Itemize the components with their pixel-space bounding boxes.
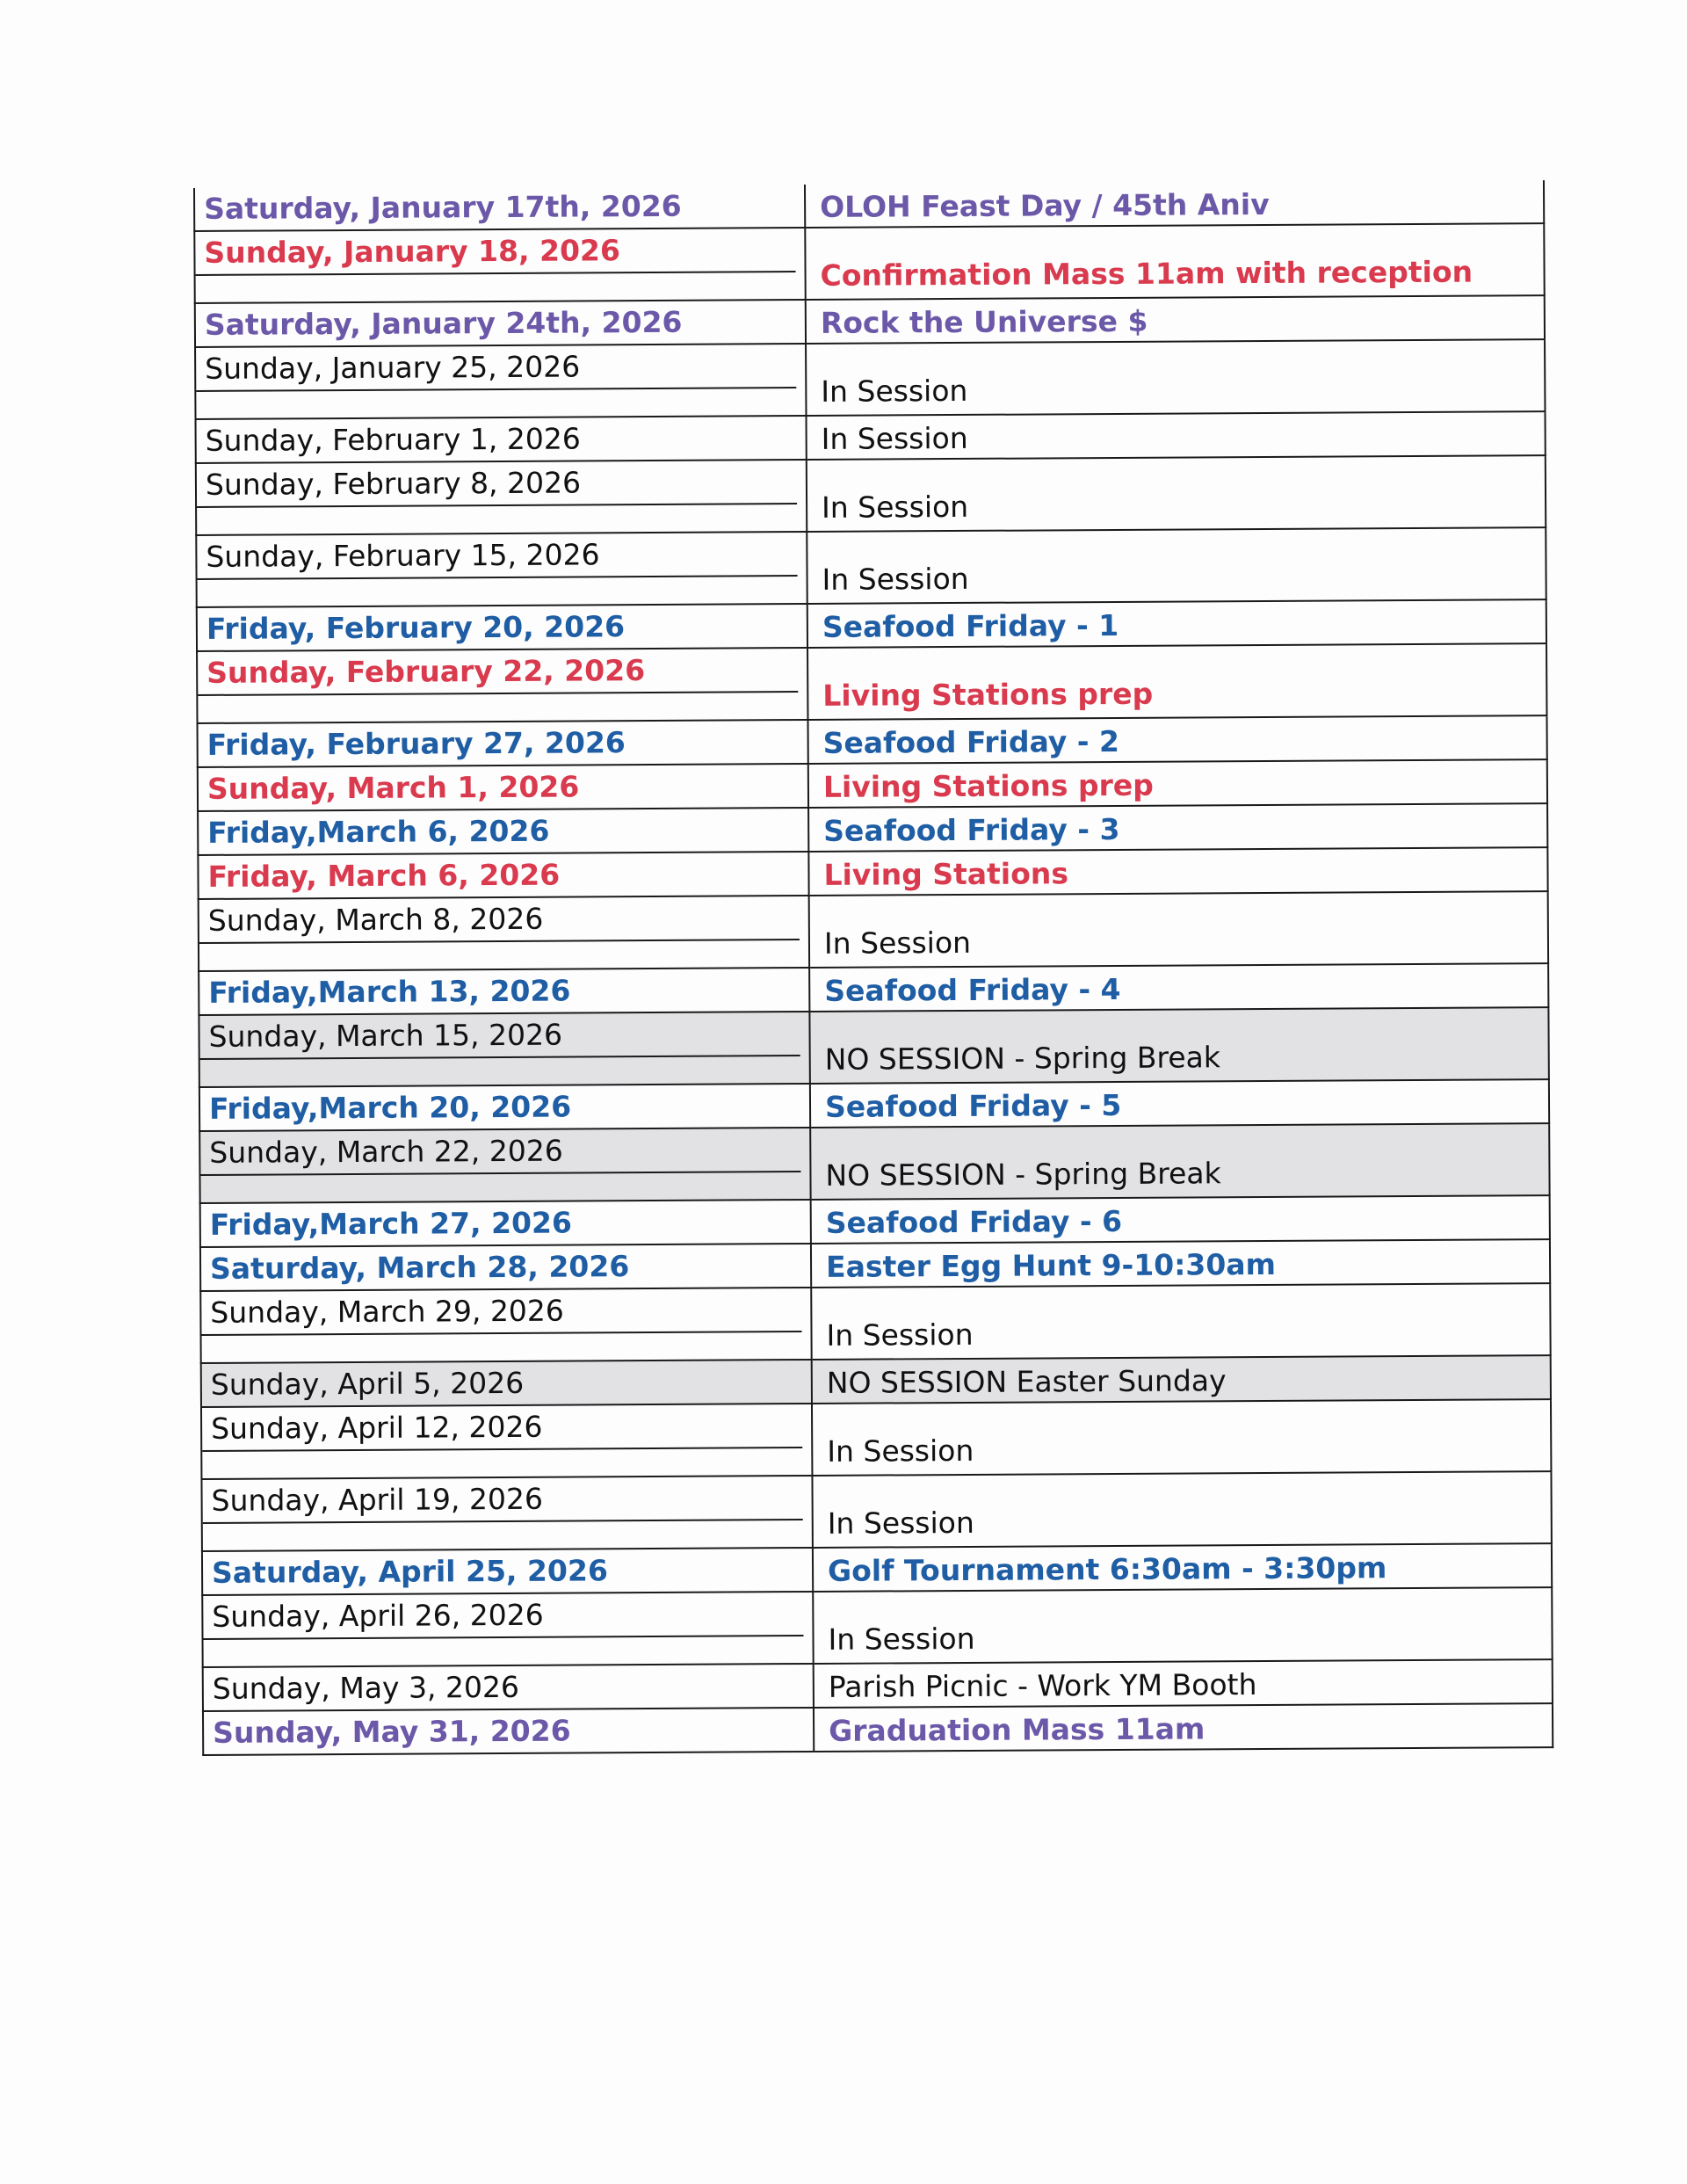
- event-cell: [811, 1283, 1550, 1360]
- table-row: [200, 1283, 1550, 1363]
- date-cell: [197, 604, 807, 651]
- event-description: In Session: [821, 489, 969, 525]
- table-row: [200, 1195, 1550, 1247]
- event-cell: [808, 803, 1547, 852]
- event-cell: [813, 1587, 1552, 1664]
- event-cell: [811, 1239, 1550, 1288]
- event-cell: [814, 1703, 1553, 1752]
- event-date: Saturday, March 28, 2026: [209, 1249, 630, 1286]
- date-cell: [198, 852, 808, 899]
- table-row: [199, 1123, 1549, 1203]
- date-cell: [194, 228, 805, 303]
- table-row: [200, 1239, 1550, 1291]
- table-row: [201, 1355, 1551, 1407]
- table-row: [196, 455, 1546, 535]
- event-cell: [814, 1659, 1553, 1708]
- event-date: Friday,March 20, 2026: [208, 1089, 572, 1126]
- event-date: Sunday, March 8, 2026: [199, 896, 800, 944]
- event-cell: [811, 1195, 1550, 1244]
- event-description: In Session: [823, 925, 972, 961]
- table-row: [201, 1399, 1551, 1479]
- date-cell: [198, 808, 808, 855]
- date-cell: [199, 1084, 810, 1131]
- event-cell: [809, 963, 1548, 1012]
- table-row: [198, 715, 1547, 767]
- event-date: Sunday, January 18, 2026: [195, 229, 795, 276]
- date-cell: [199, 896, 809, 971]
- table-row: [195, 339, 1545, 419]
- date-cell: [202, 1548, 813, 1595]
- date-cell: [199, 968, 809, 1015]
- event-cell: [806, 339, 1545, 416]
- table-row: [195, 295, 1545, 347]
- date-cell: [196, 532, 807, 607]
- schedule-table: [193, 180, 1553, 1756]
- event-date: Friday,March 13, 2026: [208, 973, 571, 1010]
- event-date: Sunday, March 15, 2026: [199, 1012, 800, 1060]
- event-description: Seafood Friday - 5: [824, 1087, 1122, 1124]
- table-row: [197, 643, 1546, 723]
- event-cell: [808, 847, 1547, 896]
- event-description: Living Stations prep: [822, 767, 1154, 804]
- event-cell: [813, 1543, 1552, 1592]
- event-date: Friday, February 27, 2026: [206, 725, 626, 762]
- table-row: [202, 1543, 1552, 1595]
- event-date: Sunday, March 22, 2026: [200, 1128, 800, 1176]
- table-row: [196, 411, 1546, 463]
- date-cell: [203, 1664, 814, 1711]
- event-description: In Session: [821, 373, 968, 409]
- event-date: Sunday, February 8, 2026: [197, 461, 797, 508]
- event-date: Sunday, February 22, 2026: [198, 649, 798, 696]
- date-cell: [200, 1200, 811, 1247]
- event-date: Friday,March 27, 2026: [209, 1205, 573, 1242]
- date-cell: [197, 648, 807, 723]
- date-cell: [201, 1360, 812, 1407]
- date-cell: [202, 1592, 813, 1667]
- table-row: [194, 180, 1544, 231]
- event-date: Friday, February 20, 2026: [206, 609, 626, 646]
- event-description: In Session: [821, 420, 968, 456]
- event-date: Sunday, January 25, 2026: [196, 345, 796, 392]
- event-date: Sunday, April 12, 2026: [202, 1404, 802, 1452]
- event-date: Sunday, April 26, 2026: [203, 1593, 803, 1640]
- table-row: [198, 759, 1547, 811]
- event-description: Seafood Friday - 3: [823, 811, 1120, 848]
- table-row: [194, 223, 1544, 303]
- table-row: [197, 599, 1546, 651]
- date-cell: [198, 764, 808, 811]
- date-cell: [199, 1128, 810, 1203]
- event-description: Rock the Universe $: [820, 303, 1148, 340]
- date-cell: [201, 1404, 812, 1479]
- event-description: Seafood Friday - 6: [825, 1203, 1123, 1240]
- date-cell: [200, 1244, 811, 1291]
- event-cell: [809, 891, 1548, 968]
- date-cell: [203, 1708, 814, 1755]
- event-date: Sunday, March 1, 2026: [206, 769, 580, 806]
- event-description: In Session: [826, 1317, 974, 1353]
- event-cell: [808, 759, 1547, 808]
- date-cell: [195, 344, 806, 419]
- event-cell: [807, 715, 1546, 764]
- event-description: Graduation Mass 11am: [829, 1711, 1206, 1748]
- date-cell: [195, 300, 806, 347]
- event-date: Friday, March 6, 2026: [207, 857, 561, 894]
- event-cell: [805, 180, 1544, 228]
- event-description: Living Stations prep: [822, 676, 1154, 713]
- table-row: [198, 847, 1547, 899]
- table-row: [201, 1471, 1551, 1551]
- event-description: NO SESSION - Spring Break: [825, 1156, 1221, 1193]
- event-cell: [807, 643, 1546, 720]
- event-description: Confirmation Mass 11am with reception: [820, 254, 1473, 293]
- schedule-body: [194, 180, 1553, 1755]
- event-date: Saturday, April 25, 2026: [211, 1553, 608, 1590]
- table-row: [199, 891, 1548, 971]
- event-cell: [812, 1471, 1551, 1548]
- event-description: Seafood Friday - 2: [822, 723, 1120, 760]
- table-row: [199, 1079, 1549, 1131]
- event-date: Sunday, May 31, 2026: [213, 1713, 571, 1750]
- table-row: [196, 527, 1546, 607]
- event-description: In Session: [828, 1621, 975, 1657]
- date-cell: [201, 1476, 812, 1551]
- event-cell: [806, 295, 1545, 344]
- event-date: Sunday, February 15, 2026: [197, 533, 797, 580]
- event-description: Seafood Friday - 4: [824, 971, 1121, 1008]
- event-description: NO SESSION Easter Sunday: [826, 1363, 1227, 1400]
- event-description: Golf Tournament 6:30am - 3:30pm: [827, 1550, 1387, 1588]
- event-description: In Session: [827, 1505, 974, 1541]
- event-description: Seafood Friday - 1: [822, 607, 1119, 644]
- event-date: Saturday, January 24th, 2026: [204, 304, 683, 342]
- event-description: Easter Egg Hunt 9-10:30am: [825, 1246, 1277, 1284]
- event-cell: [807, 599, 1546, 648]
- event-cell: [807, 411, 1546, 460]
- event-description: Parish Picnic - Work YM Booth: [828, 1667, 1257, 1704]
- table-row: [198, 803, 1547, 855]
- date-cell: [200, 1288, 811, 1363]
- date-cell: [199, 1012, 809, 1087]
- event-cell: [805, 223, 1544, 300]
- event-cell: [809, 1007, 1548, 1084]
- event-cell: [807, 527, 1546, 604]
- date-cell: [194, 185, 805, 231]
- event-description: NO SESSION - Spring Break: [824, 1040, 1221, 1077]
- event-date: Sunday, April 19, 2026: [202, 1477, 802, 1524]
- event-description: Living Stations: [823, 856, 1069, 892]
- table-row: [202, 1587, 1552, 1667]
- table-row: [203, 1659, 1553, 1711]
- date-cell: [196, 416, 807, 463]
- event-cell: [807, 455, 1546, 532]
- event-cell: [810, 1079, 1549, 1128]
- table-row: [199, 963, 1548, 1015]
- event-date: Saturday, January 17th, 2026: [204, 188, 682, 226]
- event-description: In Session: [827, 1433, 974, 1469]
- event-cell: [812, 1355, 1551, 1404]
- event-cell: [810, 1123, 1549, 1200]
- event-date: Sunday, April 5, 2026: [210, 1365, 525, 1402]
- event-cell: [812, 1399, 1551, 1476]
- date-cell: [196, 460, 807, 535]
- table-row: [203, 1703, 1553, 1755]
- date-cell: [198, 720, 808, 767]
- table-row: [199, 1007, 1548, 1087]
- event-description: OLOH Feast Day / 45th Aniv: [820, 186, 1270, 224]
- event-date: Sunday, May 3, 2026: [212, 1669, 520, 1706]
- event-date: Friday,March 6, 2026: [207, 813, 550, 850]
- event-date: Sunday, February 1, 2026: [205, 421, 581, 458]
- event-description: In Session: [822, 561, 969, 597]
- event-date: Sunday, March 29, 2026: [201, 1288, 801, 1336]
